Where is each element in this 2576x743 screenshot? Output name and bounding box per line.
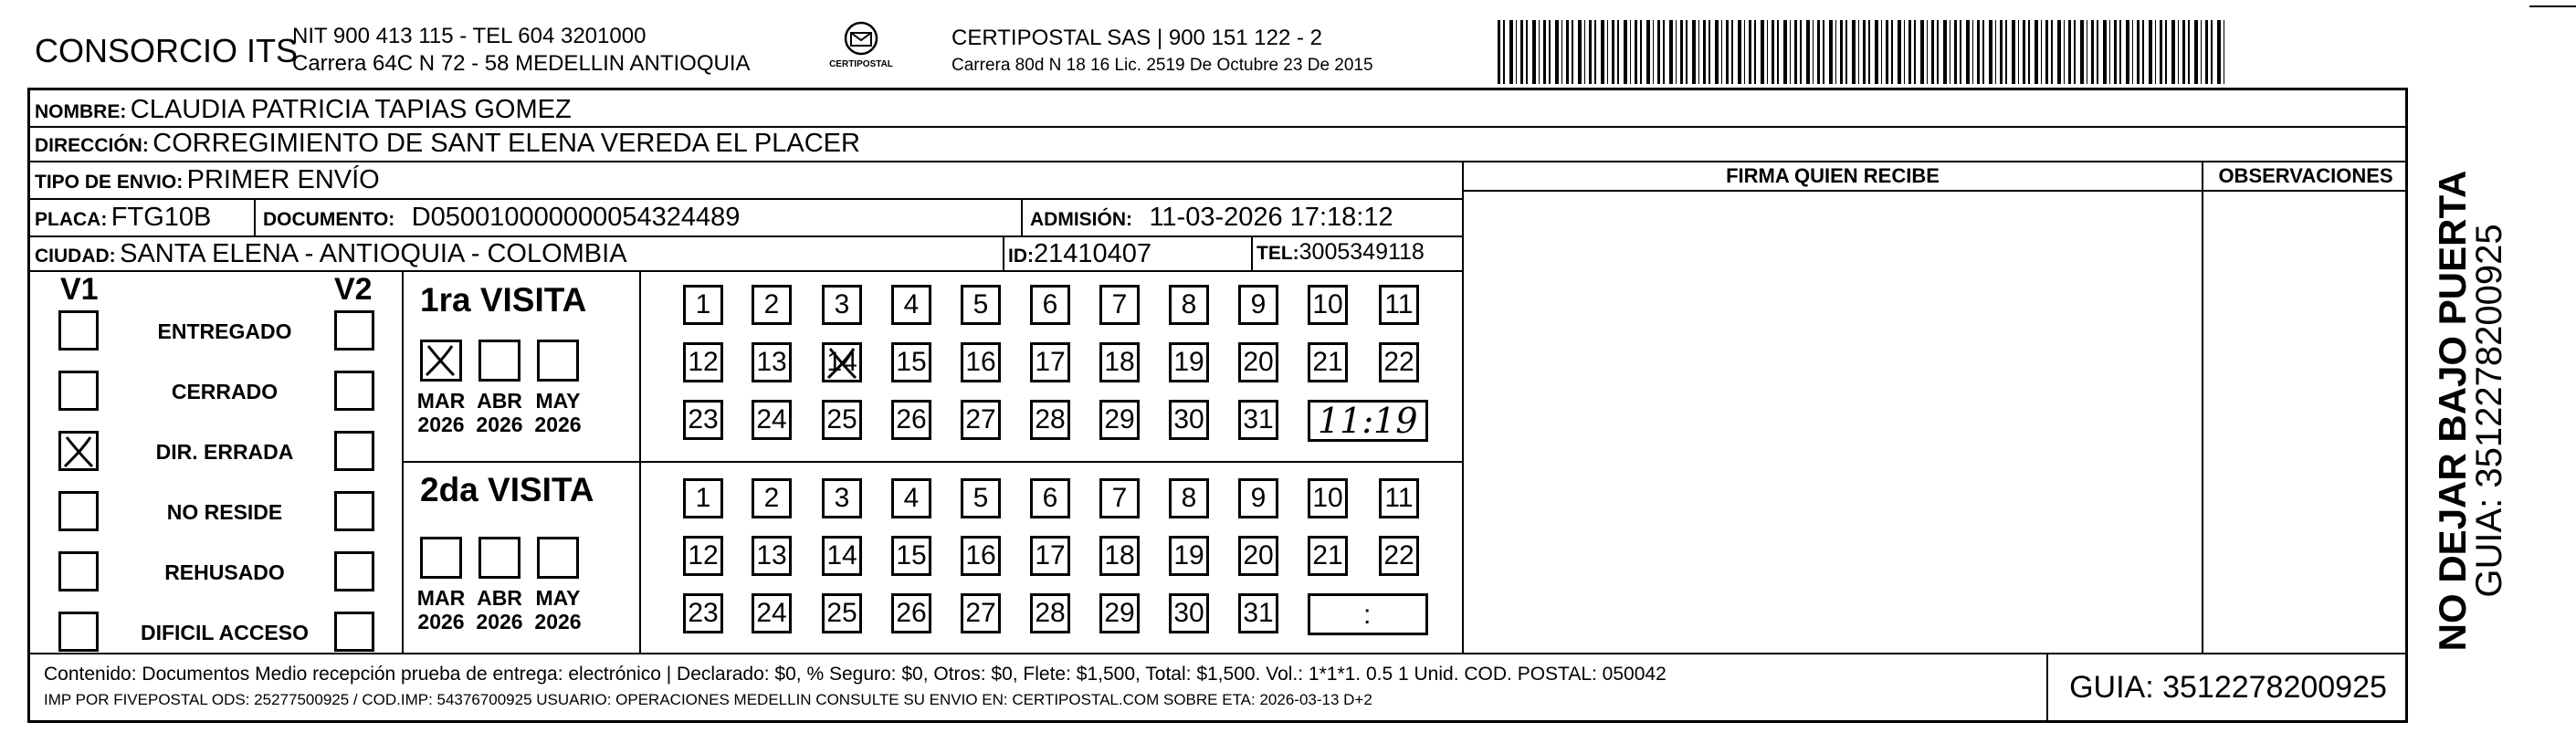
day-number: 15	[896, 347, 927, 377]
day-box[interactable]	[1030, 342, 1070, 382]
day-number: 1	[695, 289, 711, 319]
row-divider	[27, 126, 2408, 128]
month-checkbox-may[interactable]	[537, 340, 579, 382]
courier-name: CERTIPOSTAL SAS | 900 151 122 - 2	[952, 26, 1322, 50]
v2-checkbox[interactable]	[334, 612, 374, 652]
day-number: 27	[965, 598, 996, 628]
day-number: 6	[1042, 289, 1058, 319]
day-number: 21	[1312, 347, 1343, 377]
day-box[interactable]	[1308, 342, 1348, 382]
tipo-value: PRIMER ENVÍO	[186, 165, 380, 194]
day-box[interactable]	[1099, 342, 1140, 382]
nombre-value: CLAUDIA PATRICIA TAPIAS GOMEZ	[130, 95, 572, 124]
courier-address: Carrera 80d N 18 16 Lic. 2519 De Octubre 23 De 2015	[952, 56, 1373, 75]
day-box[interactable]	[1030, 400, 1070, 440]
row-divider	[27, 161, 2408, 162]
day-box[interactable]	[1238, 536, 1278, 576]
day-box[interactable]	[1379, 478, 1419, 518]
month-label: MAR 2026	[416, 586, 466, 634]
barcode	[1498, 20, 2228, 84]
v1-checkbox[interactable]	[58, 612, 99, 652]
day-box[interactable]	[1030, 285, 1070, 325]
day-number: 5	[973, 289, 989, 319]
day-box[interactable]	[752, 593, 792, 633]
day-number: 15	[896, 540, 927, 570]
id-value: 21410407	[1034, 239, 1152, 268]
time-box[interactable]	[1308, 593, 1428, 635]
day-box[interactable]	[891, 400, 931, 440]
day-box[interactable]	[752, 342, 792, 382]
day-number: 20	[1243, 540, 1274, 570]
day-box[interactable]	[961, 342, 1001, 382]
company-address: Carrera 64C N 72 - 58 MEDELLIN ANTIOQUIA	[292, 51, 751, 76]
day-box[interactable]	[1379, 536, 1419, 576]
firma-header: FIRMA QUIEN RECIBE	[1726, 164, 1940, 187]
day-number: 25	[826, 404, 857, 434]
day-box[interactable]	[1308, 478, 1348, 518]
day-number: 18	[1104, 347, 1135, 377]
footer-imp: IMP POR FIVEPOSTAL ODS: 25277500925 / COD.IMP: 54376700925 USUARIO: OPERACIONES MEDELLIN CONSULTE SU ENVIO EN: CERTIPOSTAL.COM SOBRE ETA: 2026-03-13 D+2	[44, 691, 1372, 708]
day-number: 11	[1384, 289, 1414, 319]
day-box[interactable]	[1099, 285, 1140, 325]
month-label: MAY 2026	[534, 389, 582, 437]
tel-value: 3005349118	[1299, 239, 1425, 265]
row-divider	[27, 198, 1463, 200]
status-label: ENTREGADO	[157, 319, 292, 343]
v1-checkbox[interactable]	[58, 310, 99, 351]
documento-value: D050010000000054324489	[411, 203, 741, 232]
month-checkbox-abr[interactable]	[478, 537, 520, 579]
placa-value: FTG10B	[110, 203, 212, 232]
day-number: 19	[1173, 540, 1204, 570]
row-divider	[27, 653, 2408, 654]
day-box[interactable]	[961, 400, 1001, 440]
day-number: 20	[1243, 347, 1274, 377]
nombre-label: NOMBRE:	[35, 101, 127, 122]
day-number: 4	[903, 289, 920, 319]
v2-checkbox[interactable]	[334, 371, 374, 411]
day-number: 1	[695, 483, 711, 513]
day-number: 30	[1173, 598, 1204, 628]
day-number: 11	[1384, 483, 1414, 513]
admision-label: ADMISIÓN:	[1030, 209, 1132, 230]
day-box[interactable]	[961, 593, 1001, 633]
day-number: 29	[1104, 598, 1135, 628]
day-box[interactable]	[683, 593, 723, 633]
company-nit: NIT 900 413 115 - TEL 604 3201000	[292, 24, 647, 48]
day-number: 5	[973, 483, 989, 513]
day-box[interactable]	[683, 400, 723, 440]
col-divider	[1462, 190, 2408, 192]
day-number: 6	[1042, 483, 1058, 513]
day-box[interactable]	[891, 478, 931, 518]
v1-checkbox[interactable]	[58, 551, 99, 591]
day-box[interactable]	[1238, 478, 1278, 518]
day-number: 17	[1035, 347, 1066, 377]
day-box[interactable]	[1030, 593, 1070, 633]
month-label: ABR 2026	[476, 586, 523, 634]
month-checkbox-abr[interactable]	[478, 340, 520, 382]
day-number: 12	[688, 540, 719, 570]
direccion-label: DIRECCIÓN:	[35, 135, 149, 156]
v2-checkbox[interactable]	[334, 310, 374, 351]
day-box[interactable]	[1030, 536, 1070, 576]
day-box[interactable]	[1169, 478, 1209, 518]
day-box[interactable]	[1030, 478, 1070, 518]
certipostal-logo	[811, 20, 911, 77]
day-box[interactable]	[752, 536, 792, 576]
side-guia: GUIA: 3512278200925	[2469, 224, 2509, 598]
month-label: ABR 2026	[476, 389, 523, 437]
day-box[interactable]	[822, 342, 862, 382]
day-number: 26	[896, 404, 927, 434]
day-number: 24	[756, 598, 787, 628]
day-box[interactable]	[1099, 536, 1140, 576]
documento-label: DOCUMENTO:	[263, 209, 395, 230]
day-number: 19	[1173, 347, 1204, 377]
day-number: 31	[1243, 404, 1274, 434]
x-mark-icon	[421, 340, 461, 381]
placa-label: PLACA:	[35, 209, 108, 230]
logo-text: CERTIPOSTAL	[829, 59, 893, 69]
x-mark-icon	[59, 432, 100, 472]
status-label: DIR. ERRADA	[155, 440, 294, 464]
day-box[interactable]	[1099, 400, 1140, 440]
side-notice: NO DEJAR BAJO PUERTA	[2431, 170, 2474, 652]
month-checkbox-may[interactable]	[537, 537, 579, 579]
day-box[interactable]	[752, 285, 792, 325]
day-box[interactable]	[1099, 478, 1140, 518]
day-box[interactable]	[1238, 285, 1278, 325]
v2-checkbox[interactable]	[334, 551, 374, 591]
day-number: 14	[826, 540, 857, 570]
day-number: 18	[1104, 540, 1135, 570]
day-box[interactable]	[1169, 342, 1209, 382]
day-box[interactable]	[822, 400, 862, 440]
day-box[interactable]	[891, 536, 931, 576]
col-divider	[1462, 161, 1464, 654]
day-box[interactable]	[891, 285, 931, 325]
day-number: 3	[834, 483, 850, 513]
day-number: 31	[1243, 598, 1274, 628]
day-number: 29	[1104, 404, 1135, 434]
footer-guia: GUIA: 3512278200925	[2069, 670, 2387, 705]
day-box[interactable]	[1379, 342, 1419, 382]
time-value: :	[1363, 600, 1372, 630]
day-box[interactable]	[752, 478, 792, 518]
first-visit-title: 1ra VISITA	[420, 281, 587, 319]
admision-value: 11-03-2026 17:18:12	[1149, 203, 1393, 232]
row-divider	[27, 235, 1463, 237]
day-box[interactable]	[1238, 400, 1278, 440]
day-box[interactable]	[1308, 536, 1348, 576]
day-number: 17	[1035, 540, 1066, 570]
corner-line	[2529, 5, 2576, 7]
day-number: 27	[965, 404, 996, 434]
day-box[interactable]	[683, 342, 723, 382]
day-number: 25	[826, 598, 857, 628]
id-label: ID:	[1008, 246, 1034, 267]
day-box[interactable]	[1169, 285, 1209, 325]
day-number: 23	[688, 404, 719, 434]
ciudad-value: SANTA ELENA - ANTIOQUIA - COLOMBIA	[120, 239, 627, 268]
month-label: MAR 2026	[416, 389, 466, 437]
col-divider	[2202, 161, 2203, 654]
day-box[interactable]	[891, 593, 931, 633]
day-number: 30	[1173, 404, 1204, 434]
day-number: 26	[896, 598, 927, 628]
day-number: 22	[1383, 347, 1414, 377]
day-box[interactable]	[1238, 593, 1278, 633]
day-number: 16	[965, 347, 996, 377]
day-box[interactable]	[683, 478, 723, 518]
day-box[interactable]	[683, 536, 723, 576]
v2-checkbox[interactable]	[334, 491, 374, 531]
day-box[interactable]	[1169, 400, 1209, 440]
v1-checkbox[interactable]	[58, 431, 99, 471]
day-number: 7	[1111, 289, 1128, 319]
second-visit-title: 2da VISITA	[420, 471, 594, 508]
day-box[interactable]	[961, 478, 1001, 518]
day-number: 2	[763, 289, 780, 319]
day-box[interactable]	[683, 285, 723, 325]
day-box[interactable]	[1238, 342, 1278, 382]
status-label: CERRADO	[171, 380, 279, 403]
day-box[interactable]	[1379, 285, 1419, 325]
day-box[interactable]	[961, 536, 1001, 576]
day-number: 9	[1250, 289, 1267, 319]
v1-label: V1	[60, 272, 99, 307]
day-number: 24	[756, 404, 787, 434]
day-number: 10	[1312, 289, 1343, 319]
v2-label: V2	[334, 272, 373, 307]
status-label: NO RESIDE	[166, 500, 283, 524]
day-number: 8	[1181, 483, 1197, 513]
row-divider	[27, 270, 1463, 272]
day-number: 14	[826, 347, 857, 377]
day-number: 2	[763, 483, 780, 513]
observaciones-header: OBSERVACIONES	[2218, 164, 2393, 187]
x-mark-icon	[823, 343, 863, 383]
day-box[interactable]	[752, 400, 792, 440]
v1-checkbox[interactable]	[58, 371, 99, 411]
ciudad-label: CIUDAD:	[35, 246, 116, 267]
day-number: 3	[834, 289, 850, 319]
day-number: 10	[1312, 483, 1343, 513]
day-number: 12	[688, 347, 719, 377]
tel-label: TEL:	[1256, 243, 1299, 264]
footer-content: Contenido: Documentos Medio recepción prueba de entrega: electrónico | Declarado: $0, % Seguro: $0, Otros: $0, Flete: $1,500, Total: $1,500. Vol.: 1*1*1. 0.5 1 Unid. COD. POSTAL: 050042	[44, 664, 1667, 685]
day-box[interactable]	[822, 478, 862, 518]
day-box[interactable]	[822, 536, 862, 576]
day-box[interactable]	[1169, 536, 1209, 576]
v1-checkbox[interactable]	[58, 491, 99, 531]
day-box[interactable]	[961, 285, 1001, 325]
day-number: 22	[1383, 540, 1414, 570]
day-number: 9	[1250, 483, 1267, 513]
side-panel	[2413, 100, 2509, 730]
day-number: 13	[756, 540, 787, 570]
day-box[interactable]	[1308, 285, 1348, 325]
day-number: 23	[688, 598, 719, 628]
day-number: 13	[756, 347, 787, 377]
day-number: 7	[1111, 483, 1128, 513]
company-name: CONSORCIO ITS	[35, 32, 299, 69]
day-box[interactable]	[1169, 593, 1209, 633]
month-label: MAY 2026	[534, 586, 582, 634]
tipo-label: TIPO DE ENVIO:	[35, 172, 184, 193]
day-box[interactable]	[1099, 593, 1140, 633]
status-label: REHUSADO	[164, 560, 285, 584]
direccion-value: CORREGIMIENTO DE SANT ELENA VEREDA EL PLACER	[152, 129, 860, 158]
time-box[interactable]	[1308, 400, 1428, 442]
day-box[interactable]	[891, 342, 931, 382]
v2-checkbox[interactable]	[334, 431, 374, 471]
day-number: 21	[1312, 540, 1343, 570]
day-number: 16	[965, 540, 996, 570]
day-box[interactable]	[822, 285, 862, 325]
time-value: 11:19	[1318, 401, 1418, 441]
day-box[interactable]	[822, 593, 862, 633]
month-checkbox-mar[interactable]	[420, 537, 462, 579]
day-number: 28	[1035, 404, 1066, 434]
day-number: 4	[903, 483, 920, 513]
day-number: 8	[1181, 289, 1197, 319]
status-label: DIFICIL ACCESO	[140, 621, 309, 644]
day-number: 28	[1035, 598, 1066, 628]
month-checkbox-mar[interactable]	[420, 340, 462, 382]
